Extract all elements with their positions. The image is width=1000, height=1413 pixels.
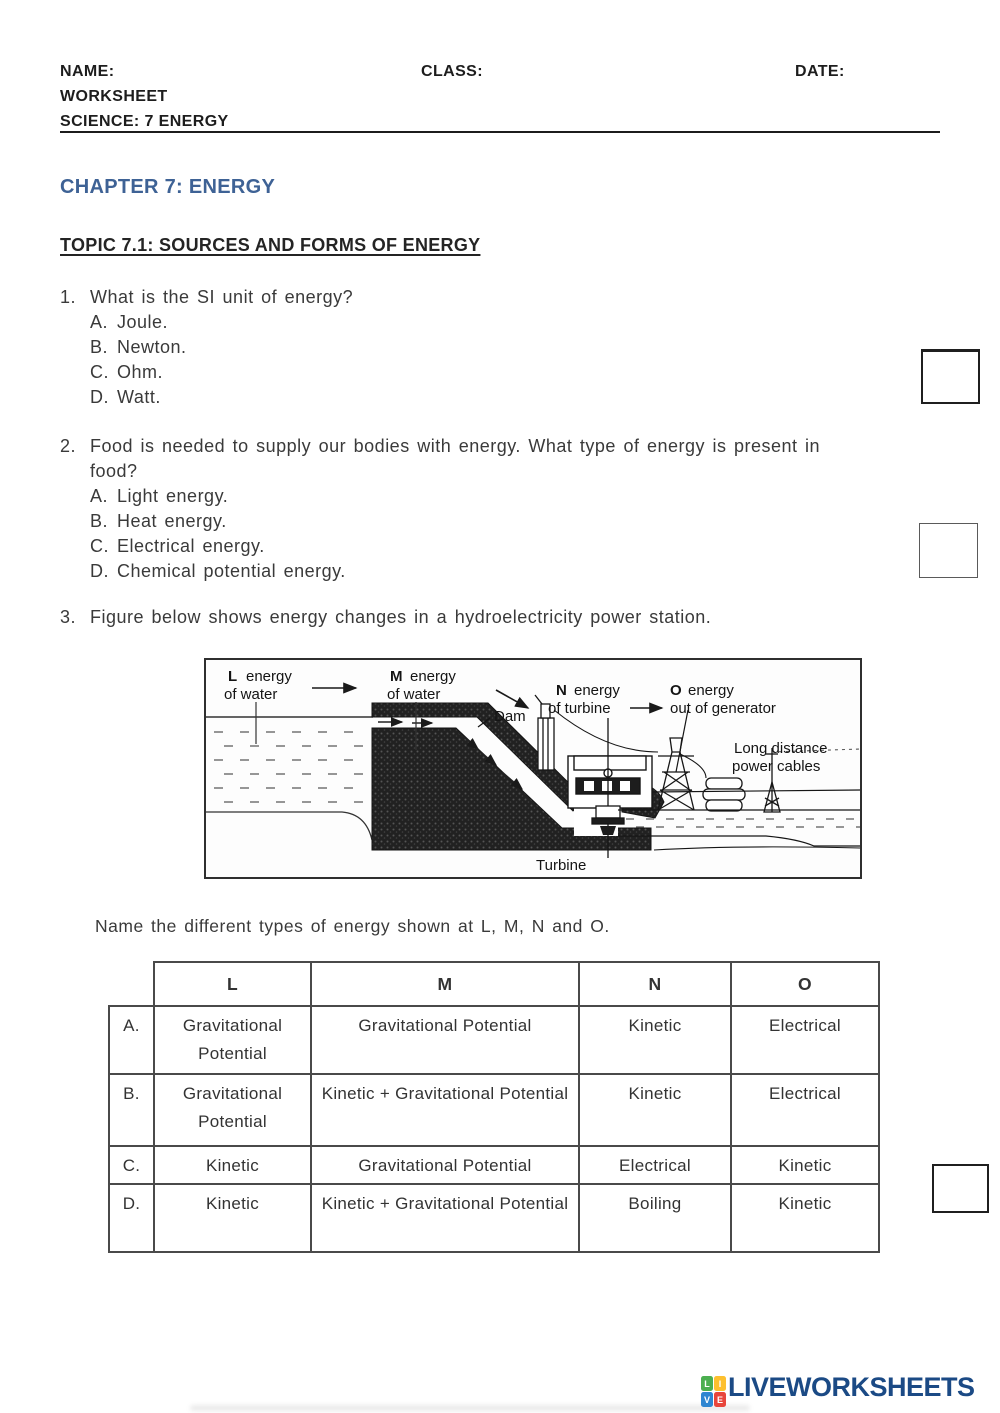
cell-d-l: Kinetic (154, 1184, 311, 1252)
chapter-heading: CHAPTER 7: ENERGY (60, 176, 276, 198)
label-l-line2: of water (224, 686, 278, 703)
question-2-number: 2. (60, 436, 77, 456)
q1-option-b: B. Newton. (90, 337, 187, 357)
name-label: NAME: (60, 63, 115, 80)
scan-artifact (190, 1405, 750, 1411)
logo-tile-v: V (701, 1392, 713, 1407)
q2-option-c: C. Electrical energy. (90, 536, 265, 556)
q1-option-a: A. Joule. (90, 312, 169, 332)
q2-option-d: D. Chemical potential energy. (90, 561, 346, 581)
question-2-text: 2. Food is needed to supply our bodies with energy. What type of energy is present in (60, 434, 920, 459)
col-header-L: L (154, 962, 311, 1006)
label-o-rest: energy (688, 682, 734, 699)
answer-box-q1[interactable] (921, 349, 980, 404)
generator-building (568, 756, 652, 808)
question-2-text-line2: food? (90, 461, 138, 481)
logo-tile-l: L (701, 1376, 713, 1391)
row-label: D. (109, 1184, 154, 1252)
label-n-rest: energy (574, 682, 620, 699)
cell-b-l: Gravitational Potential (154, 1074, 311, 1146)
cell-a-n: Kinetic (579, 1006, 731, 1074)
table-row (109, 1146, 879, 1184)
label-m-rest: energy (410, 668, 456, 685)
answer-box-q3[interactable] (932, 1164, 989, 1213)
table-row (109, 1006, 879, 1074)
logo-tile-i: I (714, 1376, 726, 1391)
question-1-number: 1. (60, 287, 77, 307)
label-m-letter: M (390, 668, 403, 685)
table-row (109, 1074, 879, 1146)
label-o-letter: O (670, 682, 682, 699)
cell-d-m: Kinetic + Gravitational Potential (311, 1184, 579, 1252)
liveworksheets-wordmark: LIVEWORKSHEETS (728, 1372, 975, 1402)
row-label: B. (109, 1074, 154, 1146)
cell-a-m: Gravitational Potential (311, 1006, 579, 1074)
label-o-line2: out of generator (670, 700, 776, 717)
label-cables-line1: Long distance (734, 740, 828, 757)
table-header-row (109, 962, 879, 1006)
hydroelectric-diagram (206, 660, 860, 877)
cell-c-m: Gravitational Potential (311, 1146, 579, 1184)
question-2 (60, 434, 920, 584)
label-cables-line2: power cables (732, 758, 821, 775)
question-1 (60, 285, 920, 410)
label-n-letter: N (556, 682, 567, 699)
cell-a-o: Electrical (731, 1006, 879, 1074)
class-label: CLASS: (421, 63, 483, 80)
q2-option-b: B. Heat energy. (90, 511, 227, 531)
cell-c-n: Electrical (579, 1146, 731, 1184)
date-label: DATE: (795, 63, 845, 80)
energy-table (108, 961, 880, 1253)
transformer (703, 778, 745, 811)
reservoir-water (206, 702, 373, 840)
hydroelectric-figure (204, 658, 862, 879)
row-label: C. (109, 1146, 154, 1184)
row-label: A. (109, 1006, 154, 1074)
header-divider (60, 131, 940, 133)
cell-c-o: Kinetic (731, 1146, 879, 1184)
col-header-M: M (311, 962, 579, 1006)
question-3-text: 3. Figure below shows energy changes in a hydroelectricity power station. (60, 605, 920, 630)
answer-box-q2[interactable] (919, 523, 978, 578)
label-m-line2: of water (387, 686, 441, 703)
label-n-line2: of turbine (548, 700, 611, 717)
q2-option-a: A. Light energy. (90, 486, 229, 506)
label-l-rest: energy (246, 668, 292, 685)
transmission-pylon (658, 738, 694, 810)
cell-b-m: Kinetic + Gravitational Potential (311, 1074, 579, 1146)
question-3 (60, 605, 920, 630)
cell-d-n: Boiling (579, 1184, 731, 1252)
col-header-O: O (731, 962, 879, 1006)
q1-option-d: D. Watt. (90, 387, 161, 407)
cell-c-l: Kinetic (154, 1146, 311, 1184)
cell-a-l: Gravitational Potential (154, 1006, 311, 1074)
col-header-N: N (579, 962, 731, 1006)
worksheet-label: WORKSHEET (60, 88, 168, 105)
logo-tile-e: E (714, 1392, 726, 1407)
table-corner-cell (109, 962, 154, 1006)
cell-d-o: Kinetic (731, 1184, 879, 1252)
cell-b-n: Kinetic (579, 1074, 731, 1146)
q1-option-c: C. Ohm. (90, 362, 164, 382)
label-turbine: Turbine (536, 857, 587, 874)
table-prompt: Name the different types of energy shown at L, M, N and O. (95, 916, 610, 936)
label-dam: Dam (494, 708, 526, 725)
topic-heading: TOPIC 7.1: SOURCES AND FORMS OF ENERGY (60, 235, 481, 255)
liveworksheets-logo[interactable] (701, 1372, 975, 1406)
label-l-letter: L (228, 668, 238, 685)
question-1-text: 1. What is the SI unit of energy? (60, 285, 920, 310)
liveworksheets-logo-icon (701, 1376, 725, 1406)
subject-label: SCIENCE: 7 ENERGY (60, 113, 229, 130)
table-row (109, 1184, 879, 1252)
question-3-number: 3. (60, 607, 77, 627)
cell-b-o: Electrical (731, 1074, 879, 1146)
